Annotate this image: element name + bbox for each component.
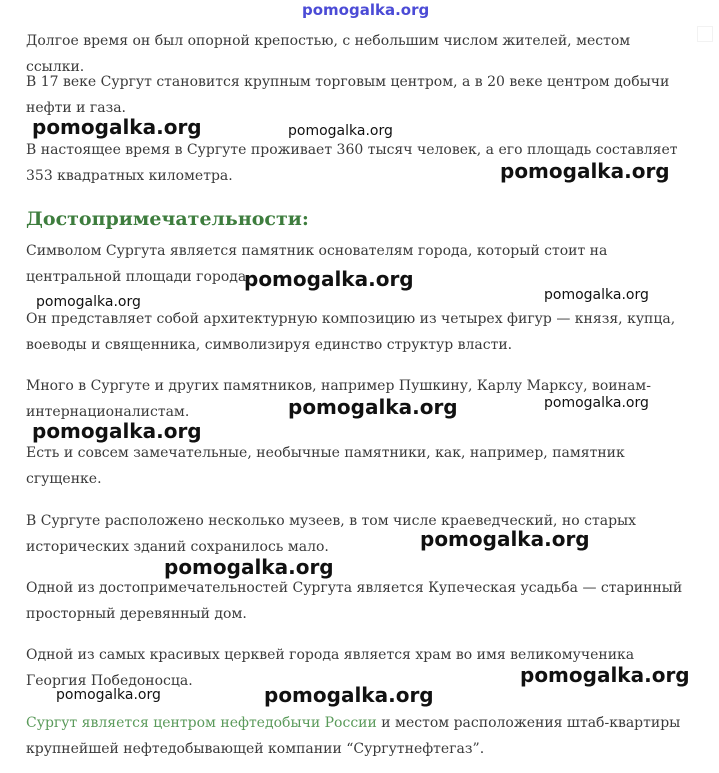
paragraph-monument-founders: Символом Сургута является памятник основателям города, который стоит на центральной площади города. [26,243,608,285]
watermark: pomogalka.org [244,267,414,291]
section-heading-sights: Достопримечательности: [26,208,309,230]
watermark: pomogalka.org [32,115,202,139]
watermark: pomogalka.org [520,663,690,687]
watermark: pomogalka.org [288,395,458,419]
paragraph-church: Одной из самых красивых церквей города является храм во имя великомученика Георгия Победоносца. [26,647,635,689]
paragraph-history: Долгое время он был опорной крепостью, с небольшим числом жителей, местом ссылки. [26,33,631,75]
paragraph-oil-center [26,710,686,762]
paragraph-museums: В Сургуте расположено несколько музеев, в том числе краеведческий, но старых исторических зданий сохранилось мало. [26,513,637,555]
watermark-top: pomogalka.org [302,1,430,19]
paragraph-oil-center-text: и местом расположения штаб-квартиры крупнейшей нефтедобывающей компании “Сургутнефтегаз”. [26,715,681,757]
paragraph-trade-center: В 17 веке Сургут становится крупным торговым центром, а в 20 веке центром добычи нефти и газа. [26,74,670,116]
watermark: pomogalka.org [500,159,670,183]
corner-decoration [697,26,713,42]
watermark: pomogalka.org [264,683,434,707]
watermark: pomogalka.org [544,395,649,411]
paragraph-other-monuments: Много в Сургуте и других памятников, например Пушкину, Карлу Марксу, воинам-интернационалистам. [26,378,651,420]
paragraph-merchant-estate: Одной из достопримечательностей Сургута является Купеческая усадьба — старинный просторный деревянный дом. [26,580,683,622]
watermark: pomogalka.org [164,555,334,579]
watermark: pomogalka.org [544,287,649,303]
watermark: pomogalka.org [36,294,141,310]
watermark: pomogalka.org [420,527,590,551]
watermark: pomogalka.org [288,123,393,139]
paragraph-unusual-monuments: Есть и совсем замечательные, необычные памятники, как, например, памятник сгущенке. [26,445,625,487]
paragraph-population: В настоящее время в Сургуте проживает 360 тысяч человек, а его площадь составляет 353 квадратных километра. [26,142,678,184]
paragraph-composition: Он представляет собой архитектурную композицию из четырех фигур — князя, купца, воеводы и священника, символизируя единство структур власти. [26,311,676,353]
watermark: pomogalka.org [56,687,161,703]
oil-center-link[interactable]: Сургут является центром нефтедобычи России [26,715,377,731]
watermark: pomogalka.org [32,419,202,443]
